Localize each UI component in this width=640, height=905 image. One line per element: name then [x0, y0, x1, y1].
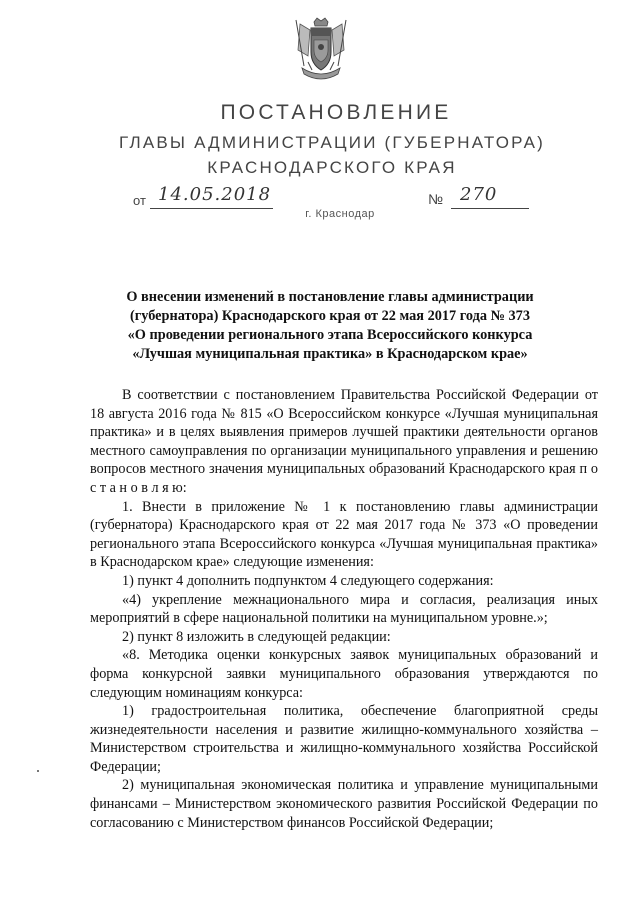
document-date: 14.05.2018 — [158, 184, 272, 205]
document-title — [100, 288, 560, 364]
preamble-paragraph: В соответствии с постановлением Правительства Российской Федерации от 18 августа 2016 года № 815 «О Всероссийском конкурсе «Лучшая муниципальная практика» и в целях выявления примеров лучшей практики деятельности органов местного самоуправления по организации муниципального управления и решению вопросов местного значения муниципальных образований Краснодарского края п о с т а н о в л я ю: — [90, 387, 598, 496]
number-prefix: № — [428, 191, 444, 207]
body-paragraph: 1) пункт 4 дополнить подпунктом 4 следующего содержания: — [122, 572, 494, 589]
title-line: «Лучшая муниципальная практика» в Краснодарском крае» — [132, 346, 528, 362]
date-number-row — [0, 180, 640, 210]
title-line: (губернатора) Краснодарского края от 22 мая 2017 года № 373 — [130, 308, 530, 324]
coat-of-arms-icon — [290, 16, 352, 86]
body-paragraph: «8. Методика оценки конкурсных заявок муниципальных образований и форма конкурсной заявки муниципального образования утверждаются по следующим номинациям конкурса: — [90, 647, 598, 701]
title-line: «О проведении регионального этапа Всероссийского конкурса — [127, 327, 533, 343]
body-paragraph: 2) муниципальная экономическая политика и управление муниципальными финансами – Министерством экономического развития Российской Федерации по согласованию с Министерством финансов Российской Федерации; — [90, 777, 598, 831]
document-type: ПОСТАНОВЛЕНИЕ — [220, 101, 452, 124]
region-name: КРАСНОДАРСКОГО КРАЯ — [207, 158, 457, 177]
issuing-authority: ГЛАВЫ АДМИНИСТРАЦИИ (ГУБЕРНАТОРА) — [119, 133, 545, 152]
body-paragraph: «4) укрепление межнационального мира и согласия, реализация иных мероприятий в сфере национальной политики на муниципальном уровне.»; — [90, 591, 598, 627]
document-number: 270 — [460, 184, 498, 205]
body-paragraph: 1) градостроительная политика, обеспечение благоприятной среды жизнедеятельности населения и развитие жилищно-коммунального хозяйства – Министерством строительства и жилищно-коммунального хозяйства Российской Федерации; — [90, 703, 598, 775]
body-paragraph: 1. Внести в приложение № 1 к постановлению главы администрации (губернатора) Краснодарского края от 22 мая 2017 года № 373 «О проведении регионального этапа Всероссийского конкурса «Лучшая муниципальная практика» в Краснодарском крае» следующие изменения: — [90, 498, 598, 571]
document-body — [90, 386, 598, 832]
scan-speck — [37, 770, 39, 772]
city-name: г. Краснодар — [305, 208, 375, 220]
body-paragraph: 2) пункт 8 изложить в следующей редакции: — [122, 628, 391, 645]
date-prefix: от — [133, 193, 146, 208]
title-line: О внесении изменений в постановление главы администрации — [126, 289, 534, 305]
